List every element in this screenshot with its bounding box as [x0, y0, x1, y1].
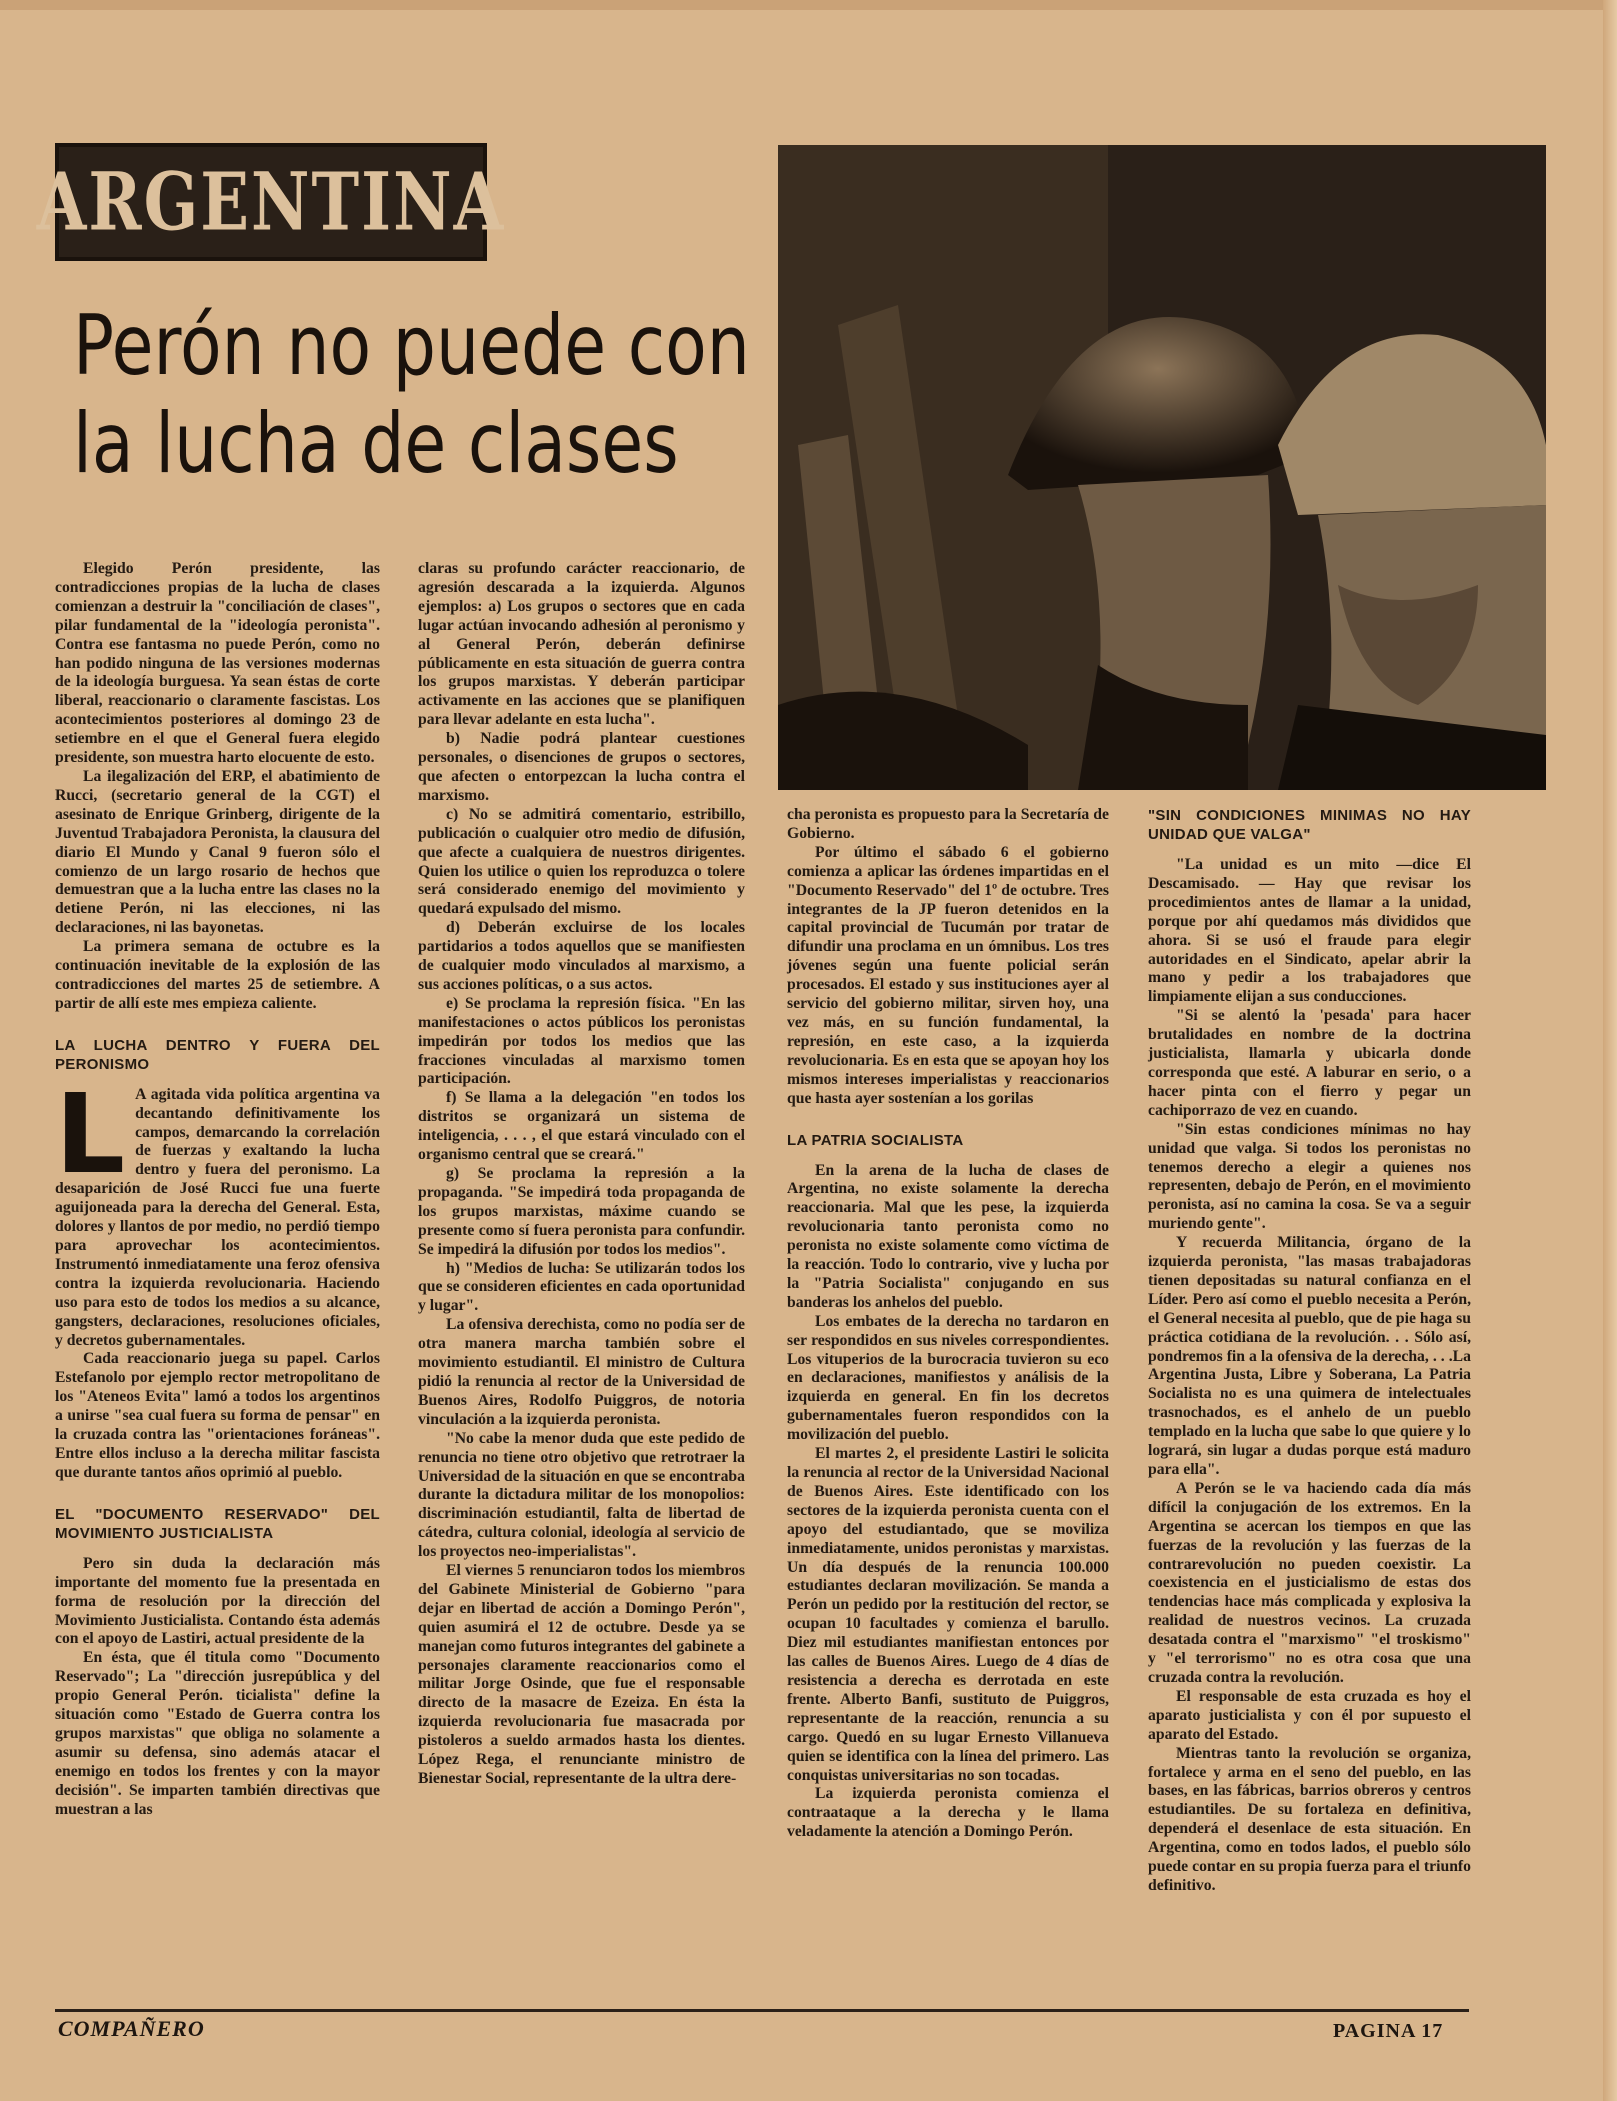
article-column-4	[1148, 806, 1471, 1896]
article-column-3	[787, 806, 1109, 1842]
paragraph: c) No se admitirá comentario, estribillo, publicación o cualquier otro medio de difusión, que afecte a cualquiera de nuestros dirigentes. Quien los utilice o quien los reproduzca o tolere será considerado enemigo del movimiento y quedará expulsado del mismo.	[418, 805, 745, 918]
headline-line-2: la lucha de clases	[73, 395, 679, 492]
paragraph-text: A agitada vida política argentina va decantando definitivamente los campos, demarcando la correlación de fuerzas y exaltando la lucha dentro y fuera del peronismo. La desaparición de José Rucci fue una fuerte aguijoneada para la derecha del General. Esta, dolores y llantos de por medio, no perdió tiempo para aprovechar los acontecimientos. Instrumentó inmediatamente una feroz ofensiva contra la izquierda revolucionaria. Haciendo uso para esto de todos los medios a su alcance, gangsters, declaraciones, resoluciones oficiales, y decretos gubernamentales.	[55, 1085, 380, 1349]
paragraph: El viernes 5 renunciaron todos los miembros del Gabinete Ministerial de Gobierno "para dejar en libertad de acción a Domingo Perón", quien asumirá el 12 de octubre. Desde ya se manejan como futuros integrantes del gabinete a personajes claramente reaccionarios como el militar Jorge Osinde, que fue el responsable directo de la masacre de Ezeiza. En ésta la izquierda revolucionaria fue masacrada por pistoleros a sueldo armados hasta los dientes. López Rega, el renunciante ministro de Bienestar Social, representante de la ultra dere-	[418, 1562, 745, 1787]
page-number: PAGINA 17	[1333, 2020, 1444, 2042]
paragraph: El martes 2, el presidente Lastiri le solicita la renuncia al rector de la Universidad Nacional de Buenos Aires. Este identificado con los sectores de la izquierda peronista cuenta con el apoyo del estudiantado, que se moviliza inmediatamente, unidos peronistas y marxistas. Un día después de la renuncia 100.000 estudiantes declaran movilización. Se manda a Perón un pedido por la restitución del rector, se ocupan 10 facultades y comienza el barullo. Diez mil estudiantes manifiestan entonces por las calles de Buenos Aires. Luego de 4 días de resistencia a derecha es derrotada en este frente. Alberto Banfi, sustituto de Puiggros, representante de la reacción, renuncia a su cargo. Quedó en su lugar Ernesto Villanueva quien se identifica con la línea del primero. Las conquistas universitarias no son tocadas.	[787, 1445, 1109, 1784]
paragraph: A Perón se le va haciendo cada día más difícil la conjugación de los extremos. En la Argentina se acercan los tiempos en que las fuerzas de la revolución y las fuerzas de la contrarevolución no pueden coexistir. La coexistencia en el justicialismo de estas dos tendencias hace más complicada y explosiva la realidad de nuestros vecinos. La cruzada desatada contra el "marxismo" "el troskismo" y "el terrorismo" no es otra cosa que una cruzada contra la revolución.	[1148, 1479, 1471, 1686]
paragraph: El responsable de esta cruzada es hoy el aparato justicialista y con él por supuesto el aparato del Estado.	[1148, 1687, 1471, 1743]
subheading: "SIN CONDICIONES MINIMAS NO HAY UNIDAD QUE VALGA"	[1148, 807, 1471, 843]
paragraph: La ofensiva derechista, como no podía ser de otra manera marcha también sobre el movimiento estudiantil. El ministro de Cultura pidió la renuncia al rector de la Universidad de Buenos Aires, Rodolfo Puiggros, de notoria vinculación a la izquierda peronista.	[418, 1316, 745, 1428]
article-column-2	[418, 560, 745, 1789]
dropcap-paragraph	[55, 1069, 380, 1351]
paragraph: "Sin estas condiciones mínimas no hay unidad que valga. Si todos los peronistas no tenemos derecho a elegir a quienes nos representen, debajo de Perón, en el movimiento peronista, así no camina la cosa. Se va a seguir muriendo gente".	[1148, 1120, 1471, 1233]
paragraph: Los embates de la derecha no tardaron en ser respondidos en sus niveles correspondientes. Los vituperios de la burocracia tuvieron su eco en declaraciones, manifiestos y análisis de la izquierda en general. En fin los decretos gubernamentales fueron respondidos con la movilización del pueblo.	[787, 1312, 1109, 1444]
paragraph: Cada reaccionario juega su papel. Carlos Estefanolo por ejemplo rector metropolitano de los "Ateneos Evita" lamó a todos los argentinos a unirse "sea cual fuera su forma de pensar" en la cruzada contra las "orientaciones foráneas". Entre ellos incluso a la derecha militar fascista que durante tantos años oprimió al pueblo.	[55, 1350, 380, 1481]
section-kicker	[36, 143, 506, 261]
paragraph: h) "Medios de lucha: Se utilizarán todos los que se consideren eficientes en cada oportunidad y lugar".	[418, 1259, 745, 1315]
headline	[73, 297, 750, 493]
footer-rule	[55, 2009, 1469, 2012]
paragraph: En la arena de la lucha de clases de Argentina, no existe solamente la derecha reaccionaria. Mal que les pese, la izquierda revolucionaria tanto peronista como no peronista no existe solamente como víctima de la reacción. Todo lo contrario, vive y lucha por la "Patria Socialista" conjugando en sus banderas los anhelos del pueblo.	[787, 1161, 1109, 1311]
paragraph: "No cabe la menor duda que este pedido de renuncia no tiene otro objetivo que retrotraer la Universidad de la situación en que se encontraba durante la dictadura militar de los monopolios: discriminación estudiantil, falta de libertad de cátedra, cultura colonial, ideología al servicio de los proyectos neo-imperialistas".	[418, 1429, 745, 1561]
paragraph: f) Se llama a la delegación "en todos los distritos se organizará un sistema de inteligencia, . . . , el que estará vinculado con el organismo central que se creará."	[418, 1089, 745, 1164]
subheading: EL "DOCUMENTO RESERVADO" DEL MOVIMIENTO JUSTICIALISTA	[55, 1505, 380, 1542]
paragraph: claras su profundo carácter reaccionario, de agresión descarada a la izquierda. Algunos ejemplos: a) Los grupos o sectores que en cada lugar actúan invocando adhesión al peronismo y al General Perón, deberán definirse públicamente en esta situación de guerra contra los grupos marxistas. Y deberán participar activamente en las acciones que se planifiquen para llevar adelante en esta lucha".	[418, 560, 745, 729]
paragraph: En ésta, que él titula como "Documento Reservado"; La "dirección jusrepública y del propio General Perón. ticialista" define la situación como "Estado de Guerra contra los grupos marxistas" que obliga no solamente a asumir su defensa, sino además atacar el enemigo en todos los frentes y con la mayor decisión". Se imparten también directivas que muestran a las	[55, 1649, 380, 1818]
publication-name: COMPAÑERO	[58, 2016, 205, 2041]
paragraph: g) Se proclama la represión a la propaganda. "Se impedirá toda propaganda de los grupos marxistas, máxime cuando se presente como sí fuera peronista para confundir. Se impedirá la difusión por todos los medios".	[418, 1165, 745, 1258]
headline-line-1: Perón no puede con	[73, 297, 750, 394]
paragraph: La ilegalización del ERP, el abatimiento de Rucci, (secretario general de la CGT) el asesinato de Enrique Grinberg, dirigente de la Juventud Trabajadora Peronista, la clausura del diario El Mundo y Canal 9 fueron sólo el comienzo de un largo rosario de hechos que demuestran que a la lucha entre las clases no la detiene Perón, ni las elecciones, ni las declaraciones, ni las bayonetas.	[55, 767, 380, 937]
paragraph: b) Nadie podrá plantear cuestiones personales, o disenciones de grupos o sectores, que afecten o entorpezcan la lucha contra el marxismo.	[418, 730, 745, 804]
paragraph: "Si se alentó la 'pesada' para hacer brutalidades en nombre de la doctrina justicialista, llamarla y ubicarla donde corresponda que esté. A laburar en serio, o a hacer pinta con el fierro y pegar un cachiporrazo de vez en cuando.	[1148, 1007, 1471, 1119]
paragraph: Pero sin duda la declaración más importante del momento fue la presentada en forma de resolución por la dirección del Movimiento Justicialista. Contando ésta además con el apoyo de Lastiri, actual presidente de la	[55, 1554, 380, 1648]
paragraph: cha peronista es propuesto para la Secretaría de Gobierno.	[787, 806, 1109, 842]
page-right-edge	[1603, 0, 1617, 2101]
kicker-text: ARGENTINA	[36, 155, 506, 249]
subheading: LA LUCHA DENTRO Y FUERA DEL PERONISMO	[55, 1036, 380, 1073]
paragraph: Por último el sábado 6 el gobierno comienza a aplicar las órdenes impartidas en el "Documento Reservado" del 1º de octubre. Tres integrantes de la JP fueron detenidos en la capital provincial de Tucumán por tratar de difundir una proclama en un ómnibus. Los tres jóvenes según una fuente policial serán procesados. El estado y sus instituciones ayer al servicio del gobierno militar, sirven hoy, una vez más, en su función fundamental, la represión, en este caso, a la izquierda revolucionaria. Es en esta que se apoyan hoy los mismos intereses imperialistas y reaccionarios que hasta ayer sostenían a los gorilas	[787, 843, 1109, 1107]
paragraph: Y recuerda Militancia, órgano de la izquierda peronista, "las masas trabajadoras tienen depositadas su natural confianza en el Líder. Pero así como el pueblo necesita a Perón, el General necesita al pueblo, que de pie haga su práctica cotidiana de la revolución. . . Sólo así, pondremos fin a la ofensiva de la derecha, . . .La Argentina Justa, Libre y Soberana, La Patria Socialista no es una quimera de intelectuales trasnochados, es el anhelo de un pueblo templado en la lucha que sabe lo que quiere y lo logrará, sin lugar a dudas porque está maduro para ella".	[1148, 1234, 1471, 1478]
paragraph: d) Deberán excluirse de los locales partidarios a todos aquellos que se manifiesten de cualquier modo vinculados al marxismo, a sus acciones políticas, o a sus actos.	[418, 919, 745, 993]
dropcap-letter: L	[55, 1069, 126, 1198]
subheading: LA PATRIA SOCIALISTA	[787, 1131, 964, 1149]
paragraph: "La unidad es un mito —dice El Descamisado. — Hay que revisar los procedimientos antes de llamar a la unidad, porque por ahí quedamos más divididos que ahora. Si se usó el fraude para elegir autoridades en el Sindicato, apelar abrir la mano y pedir a los trabajadores que limpiamente elijan a sus conducciones.	[1148, 856, 1471, 1006]
article-column-1	[55, 560, 380, 1819]
page-top-edge	[0, 0, 1617, 10]
paragraph: La primera semana de octubre es la continuación inevitable de la explosión de las contradicciones del martes 25 de setiembre. A partir de allí este mes empieza caliente.	[55, 938, 380, 1012]
paragraph: Elegido Perón presidente, las contradicciones propias de la lucha de clases comienzan a destruir la "conciliación de clases", pilar fundamental de la "ideología peronista". Contra ese fantasma no puede Perón, como no han podido ninguna de las versiones modernas de la ideología burguesa. Ya sean éstas de corte liberal, reaccionario o claramente fascistas. Los acontecimientos posteriores al domingo 23 de setiembre en el que el General fuera elegido presidente, son muestra harto elocuente de esto.	[55, 560, 380, 767]
paragraph: La izquierda peronista comienza el contraataque a la derecha y le llama veladamente la atención a Domingo Perón.	[787, 1785, 1109, 1841]
paragraph: e) Se proclama la represión física. "En las manifestaciones o actos públicos los peronistas impedirán por todos los medios que las fracciones vinculadas al marxismo tomen participación.	[418, 994, 745, 1088]
paragraph: Mientras tanto la revolución se organiza, fortalece y arma en el seno del pueblo, en las bases, en las fábricas, barrios obreros y centros estudiantiles. De su fortaleza en definitiva, dependerá el desenlace de esta situación. En Argentina, como en todos lados, el pueblo sólo puede contar en su propia fuerza para el triunfo definitivo.	[1148, 1744, 1471, 1894]
soldiers-photo	[778, 145, 1546, 790]
soldiers-photo-illustration	[778, 145, 1546, 790]
